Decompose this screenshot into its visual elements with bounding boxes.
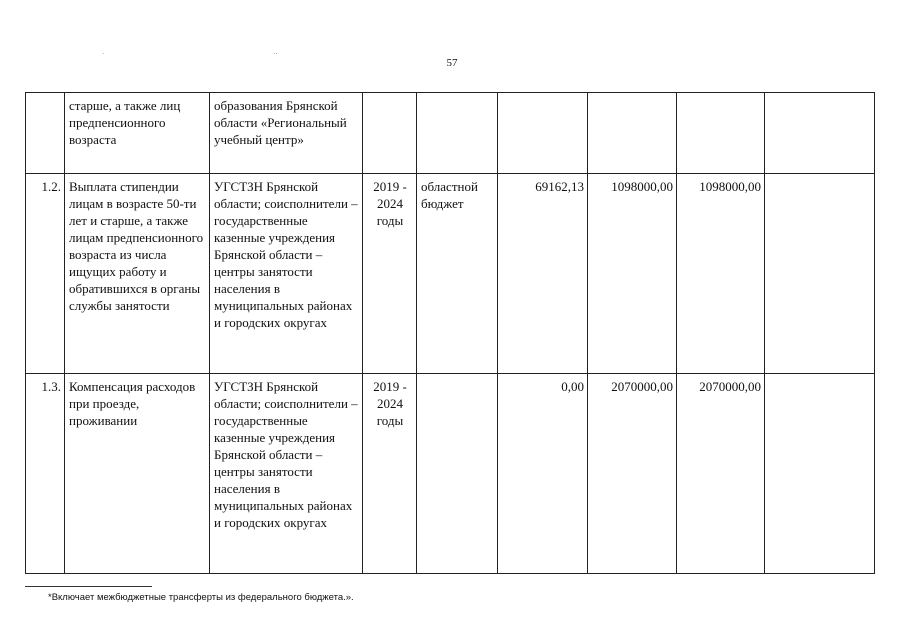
amount-cell-3: 2070000,00 [677, 374, 765, 574]
period-cell: 2019 - 2024 годы [363, 174, 417, 374]
executor-cell: УГСТЗН Брянской области; соисполнители – государственные казенные учреждения Брянской области – центры занятости населения в муниципальных районах и городских округах [210, 374, 363, 574]
page-number: 57 [446, 57, 458, 69]
footnote-divider [25, 586, 152, 587]
amount-cell-1: 69162,13 [498, 174, 588, 374]
amount-cell-2: 2070000,00 [588, 374, 677, 574]
measure-name-cell: Выплата стипендии лицам в возрасте 50-ти лет и старше, а также лицам предпенсионного возраста из числа ищущих работу и обратившихся в органы службы занятости [65, 174, 210, 374]
funding-source-cell: областной бюджет [417, 174, 498, 374]
amount-cell-3: 1098000,00 [677, 174, 765, 374]
amount-cell-4 [765, 174, 875, 374]
executor-cell: образования Брянской области «Региональный учебный центр» [210, 93, 363, 174]
amount-cell-4 [765, 93, 875, 174]
row-number-cell: 1.3. [26, 374, 65, 574]
amount-cell-1 [498, 93, 588, 174]
amount-cell-2 [588, 93, 677, 174]
row-number-cell [26, 93, 65, 174]
measure-name-cell: старше, а также лиц предпенсионного возраста [65, 93, 210, 174]
amount-cell-4 [765, 374, 875, 574]
amount-cell-2: 1098000,00 [588, 174, 677, 374]
period-cell: 2019 - 2024 годы [363, 374, 417, 574]
table-row [26, 174, 875, 374]
scan-speck: · [102, 50, 105, 58]
table-row [26, 93, 875, 174]
budget-table [25, 92, 875, 574]
amount-cell-1: 0,00 [498, 374, 588, 574]
table-row [26, 374, 875, 574]
row-number-cell: 1.2. [26, 174, 65, 374]
amount-cell-3 [677, 93, 765, 174]
measure-name-cell: Компенсация расходов при проезде, проживании [65, 374, 210, 574]
scan-speck: ·· [273, 50, 278, 58]
executor-cell: УГСТЗН Брянской области; соисполнители – государственные казенные учреждения Брянской области – центры занятости населения в муниципальных районах и городских округах [210, 174, 363, 374]
funding-source-cell [417, 374, 498, 574]
funding-source-cell [417, 93, 498, 174]
footnote: *Включает межбюджетные трансферты из федерального бюджета.». [48, 592, 354, 603]
period-cell [363, 93, 417, 174]
